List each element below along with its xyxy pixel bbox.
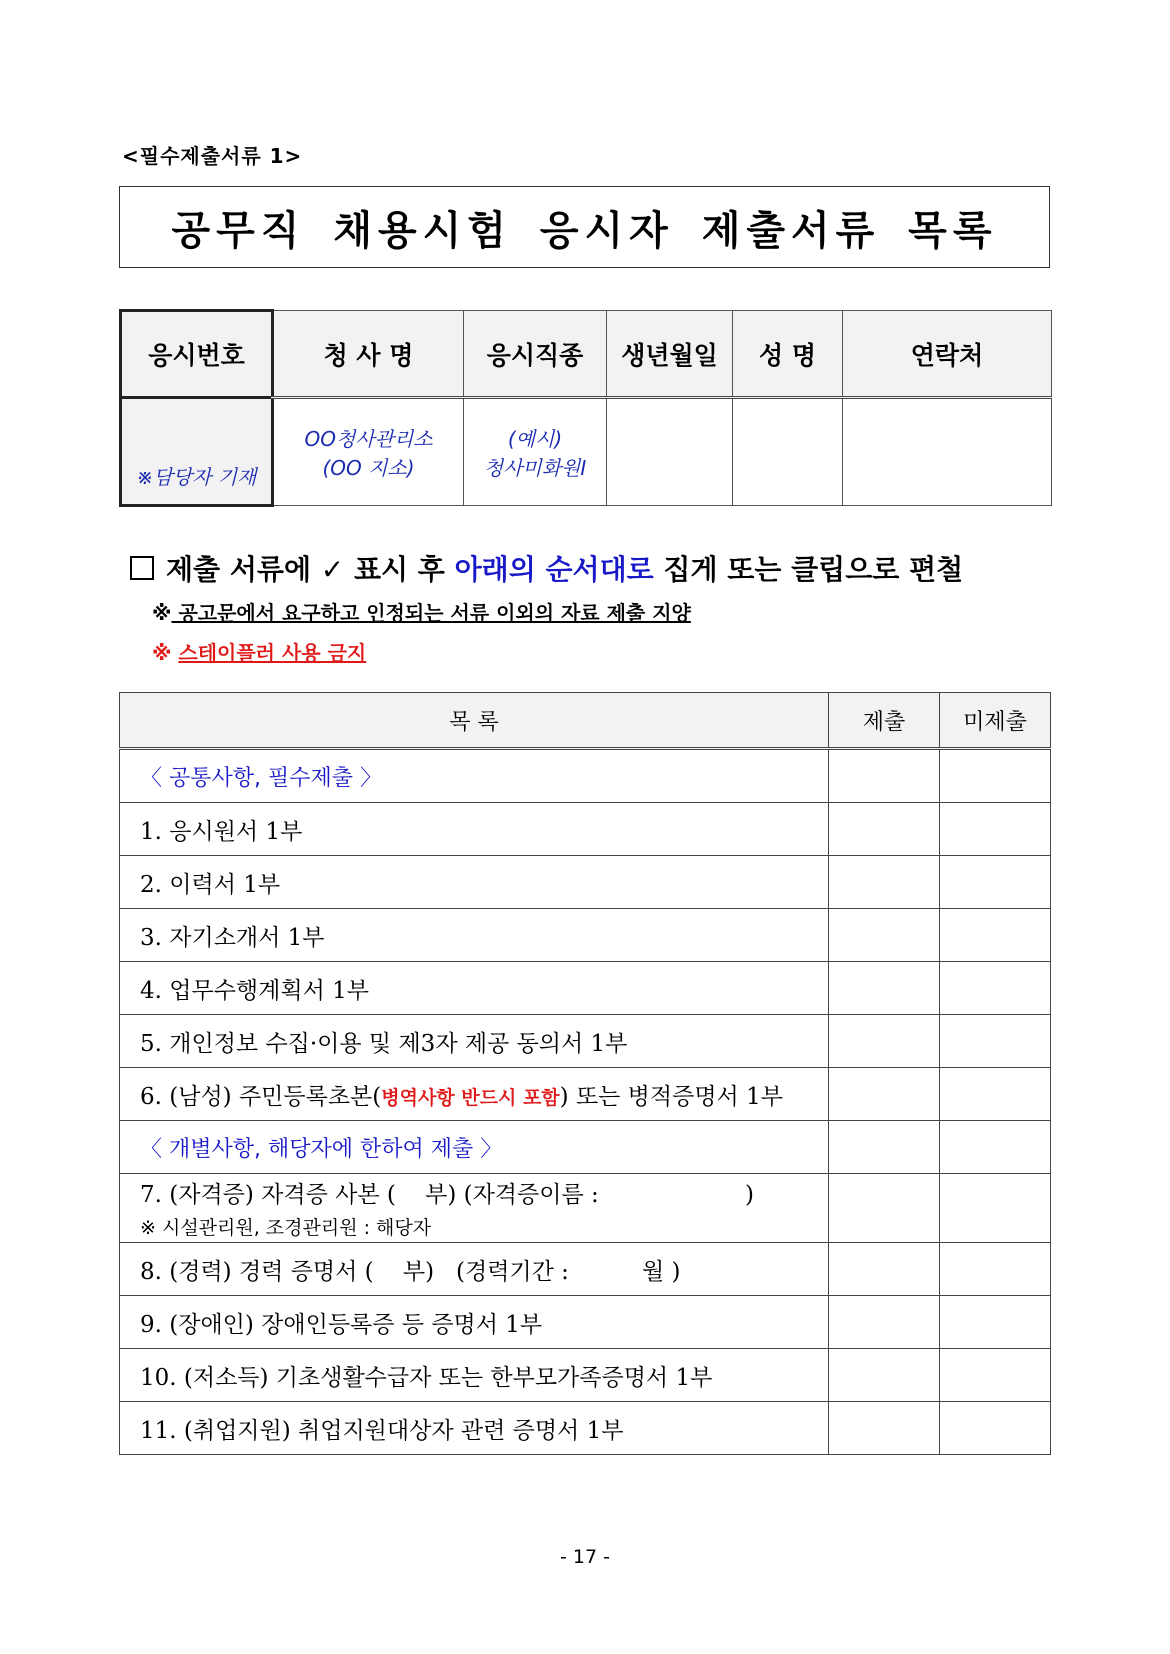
office-name-line1: OO청사관리소	[304, 427, 433, 451]
note1-text: 공고문에서 요구하고 인정되는 서류 이외의 자료 제출 지양	[171, 601, 691, 625]
doc-item: 1. 응시원서 1부	[120, 803, 829, 856]
not-submitted-check[interactable]	[940, 909, 1051, 962]
submitted-check[interactable]	[829, 749, 940, 803]
job-type-line1: (예시)	[507, 427, 563, 451]
not-submitted-check[interactable]	[940, 1068, 1051, 1121]
reference-mark-icon: ※	[152, 601, 172, 625]
doc-item: 8. (경력) 경력 증명서 ( 부) (경력기간 : 월 )	[120, 1243, 829, 1296]
title-box	[119, 186, 1050, 268]
item6-pre: 6. (남성) 주민등록초본(	[140, 1083, 382, 1110]
doc-item: 2. 이력서 1부	[120, 856, 829, 909]
not-submitted-check[interactable]	[940, 1015, 1051, 1068]
item6-warning: 병역사항 반드시 포함	[381, 1086, 560, 1109]
submitted-check[interactable]	[829, 1015, 940, 1068]
submitted-check[interactable]	[829, 1243, 940, 1296]
table-row	[120, 1349, 1051, 1402]
instruction-text-post: 집게 또는 클립으로 편철	[653, 553, 964, 586]
section-title: 〈 공통사항, 필수제출 〉	[120, 749, 829, 803]
table-row	[120, 1174, 1051, 1243]
applicant-info-table	[119, 309, 1052, 507]
table-row	[120, 1068, 1051, 1121]
item7-note: ※ 시설관리원, 조경관리원 : 해당자	[140, 1217, 432, 1239]
not-submitted-check[interactable]	[940, 1121, 1051, 1174]
instruction-text-highlight: 아래의 순서대로	[454, 553, 654, 586]
note-avoid-extra-docs	[152, 597, 691, 626]
contact-cell[interactable]	[843, 398, 1052, 506]
table-row	[120, 1015, 1051, 1068]
checkbox-square-icon	[130, 556, 154, 580]
page-number: - 17 -	[560, 1546, 610, 1568]
col-birthdate: 생년월일	[607, 311, 733, 398]
note2-text: 스테이플러 사용 금지	[178, 641, 367, 665]
not-submitted-check[interactable]	[940, 1296, 1051, 1349]
submitted-check[interactable]	[829, 803, 940, 856]
doc-item: 3. 자기소개서 1부	[120, 909, 829, 962]
not-submitted-check[interactable]	[940, 1349, 1051, 1402]
name-cell[interactable]	[733, 398, 843, 506]
doc-item: 4. 업무수행계획서 1부	[120, 962, 829, 1015]
table-row	[120, 962, 1051, 1015]
col-job-type: 응시직종	[464, 311, 607, 398]
col-exam-number: 응시번호	[121, 311, 273, 398]
submitted-check[interactable]	[829, 909, 940, 962]
col-office-name: 청 사 명	[273, 311, 464, 398]
reference-mark-icon: ※	[152, 641, 179, 665]
required-docs-label: <필수제출서류 1>	[122, 144, 303, 168]
page-title: 공무직 채용시험 응시자 제출서류 목록	[171, 207, 998, 254]
submitted-check[interactable]	[829, 1296, 940, 1349]
office-name-line2: (OO 지소)	[322, 456, 415, 480]
submitted-check[interactable]	[829, 962, 940, 1015]
instruction-text-pre: 제출 서류에 ✓ 표시 후	[166, 553, 455, 586]
table-row	[120, 1402, 1051, 1455]
section-row-common	[120, 749, 1051, 803]
submitted-check[interactable]	[829, 1402, 940, 1455]
birthdate-cell[interactable]	[607, 398, 733, 506]
section-title: 〈 개별사항, 해당자에 한하여 제출 〉	[120, 1121, 829, 1174]
table-row	[120, 1243, 1051, 1296]
col-submitted: 제출	[829, 693, 940, 749]
table-row	[120, 856, 1051, 909]
exam-number-cell: ※담당자 기재	[121, 398, 273, 506]
submitted-check[interactable]	[829, 856, 940, 909]
job-type-line2: 청사미화원Ⅰ	[483, 456, 587, 480]
note-no-stapler	[152, 637, 366, 666]
table-row	[120, 803, 1051, 856]
doc-item: 5. 개인정보 수집·이용 및 제3자 제공 동의서 1부	[120, 1015, 829, 1068]
col-contact: 연락처	[843, 311, 1052, 398]
not-submitted-check[interactable]	[940, 1243, 1051, 1296]
not-submitted-check[interactable]	[940, 1174, 1051, 1243]
doc-item: 9. (장애인) 장애인등록증 등 증명서 1부	[120, 1296, 829, 1349]
doc-item	[120, 1068, 829, 1121]
col-not-submitted: 미제출	[940, 693, 1051, 749]
doc-item: 11. (취업지원) 취업지원대상자 관련 증명서 1부	[120, 1402, 829, 1455]
job-type-cell[interactable]	[464, 398, 607, 506]
not-submitted-check[interactable]	[940, 962, 1051, 1015]
not-submitted-check[interactable]	[940, 749, 1051, 803]
office-name-cell[interactable]	[273, 398, 464, 506]
item6-post: ) 또는 병적증명서 1부	[559, 1083, 783, 1110]
not-submitted-check[interactable]	[940, 1402, 1051, 1455]
not-submitted-check[interactable]	[940, 856, 1051, 909]
doc-item	[120, 1174, 829, 1243]
submitted-check[interactable]	[829, 1068, 940, 1121]
main-instruction	[130, 548, 963, 588]
col-list: 목 록	[120, 693, 829, 749]
not-submitted-check[interactable]	[940, 803, 1051, 856]
section-row-individual	[120, 1121, 1051, 1174]
doc-item: 10. (저소득) 기초생활수급자 또는 한부모가족증명서 1부	[120, 1349, 829, 1402]
submitted-check[interactable]	[829, 1349, 940, 1402]
document-checklist-table	[119, 692, 1051, 1455]
table-row	[120, 909, 1051, 962]
submitted-check[interactable]	[829, 1174, 940, 1243]
item7-text: 7. (자격증) 자격증 사본 ( 부) (자격증이름 : )	[140, 1182, 754, 1208]
col-name: 성 명	[733, 311, 843, 398]
submitted-check[interactable]	[829, 1121, 940, 1174]
table-row	[120, 1296, 1051, 1349]
